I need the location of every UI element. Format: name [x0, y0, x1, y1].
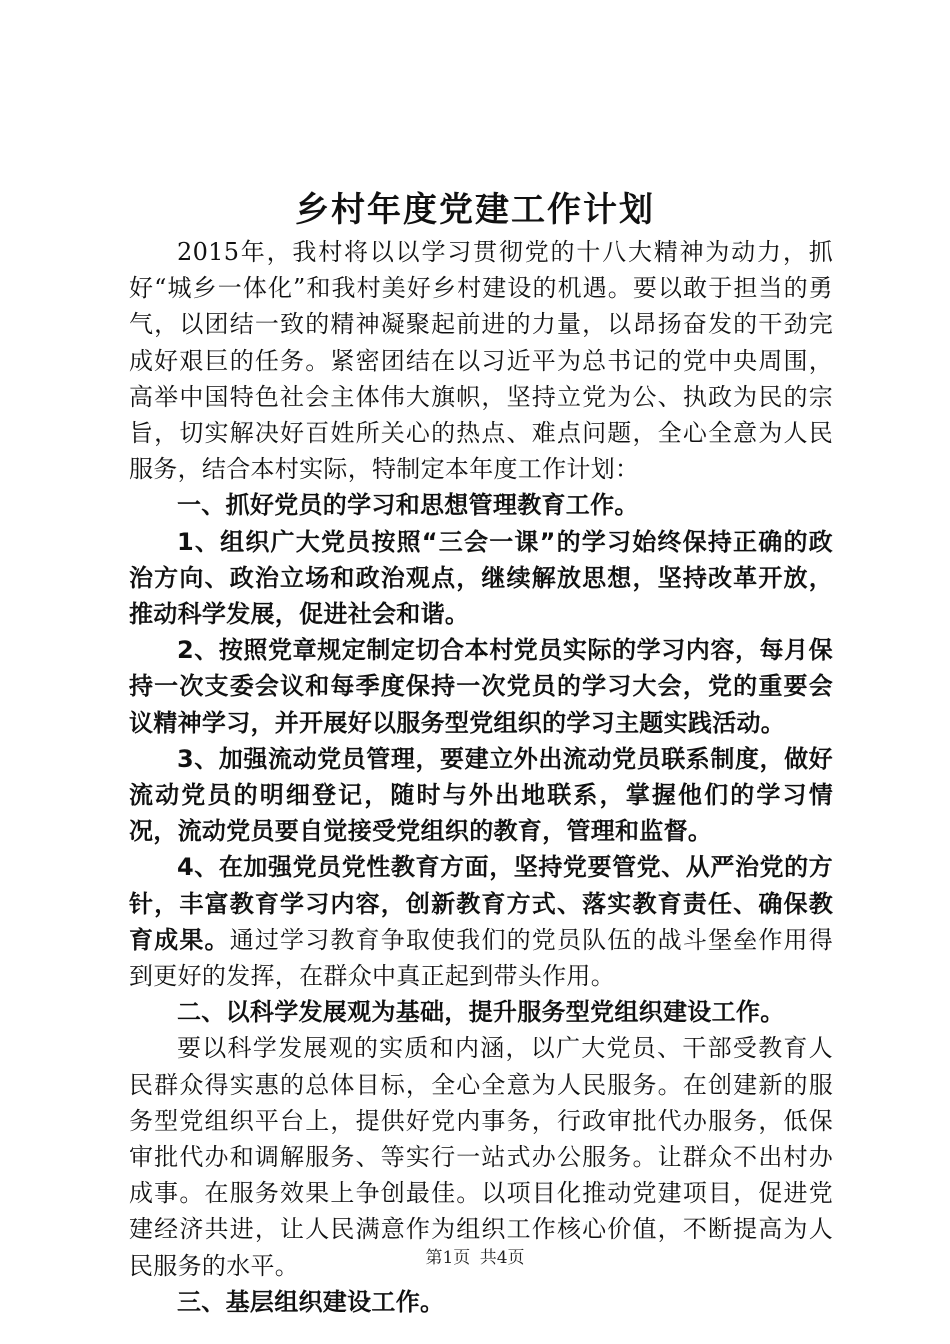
page-footer	[0, 1243, 950, 1268]
item-paragraph-4	[129, 849, 833, 994]
item-paragraph-1: 1、组织广大党员按照“三会一课”的学习始终保持正确的政治方向、政治立场和政治观点，继续解放思想，坚持改革开放，推动科学发展，促进社会和谐。	[129, 527, 833, 629]
item-paragraph-4-main: 4、在加强党员党性教育方面，坚持党要管党、从严治党的方针，丰富教育学习内容，创新教育方式、落实教育责任、确保教育成果。	[129, 853, 833, 954]
item-paragraph-4-tail: 通过学习教育争取使我们的党员队伍的战斗堡垒作用得到更好的发挥，在群众中真正起到带头作用。	[129, 925, 833, 991]
section-heading-1: 一、抓好党员的学习和思想管理教育工作。	[177, 491, 639, 520]
intro-paragraph: 2015年，我村将以以学习贯彻党的十八大精神为动力，抓好“城乡一体化”和我村美好乡村建设的机遇。要以敢于担当的勇气，以团结一致的精神凝聚起前进的力量，以昂扬奋发的干劲完成好艰巨的任务。紧密团结在以习近平为总书记的党中央周围，高举中国特色社会主体伟大旗帜，坚持立党为公、执政为民的宗旨，切实解决好百姓所关心的热点、难点问题，全心全意为人民服务，结合本村实际，特制定本年度工作计划：	[129, 238, 833, 484]
section-heading-3: 三、基层组织建设工作。	[177, 1287, 445, 1316]
item-paragraph-2: 2、按照党章规定制定切合本村党员实际的学习内容，每月保持一次支委会议和每季度保持一次党员的学习大会，党的重要会议精神学习，并开展好以服务型党组织的学习主题实践活动。	[129, 636, 833, 737]
page-number: 第1页	[425, 1248, 471, 1268]
document-title: 乡村年度党建工作计划	[295, 190, 655, 230]
section-heading-2: 二、以科学发展观为基础，提升服务型党组织建设工作。	[177, 998, 785, 1027]
item-paragraph-3: 3、加强流动党员管理，要建立外出流动党员联系制度，做好流动党员的明细登记，随时与外出地联系，掌握他们的学习情况，流动党员要自觉接受党组织的教育，管理和监督。	[129, 744, 833, 846]
page-total: 共4页	[479, 1248, 525, 1268]
section-2-paragraph: 要以科学发展观的实质和内涵，以广大党员、干部受教育人民群众得实惠的总体目标，全心全意为人民服务。在创建新的服务型党组织平台上，提供好党内事务，行政审批代办服务，低保审批代办和调解服务、等实行一站式办公服务。让群众不出村办成事。在服务效果上争创最佳。以项目化推动党建项目，促进党建经济共进，让人民满意作为组织工作核心价值，不断提高为人民服务的水平。	[129, 1034, 833, 1280]
document-body	[129, 234, 833, 1320]
